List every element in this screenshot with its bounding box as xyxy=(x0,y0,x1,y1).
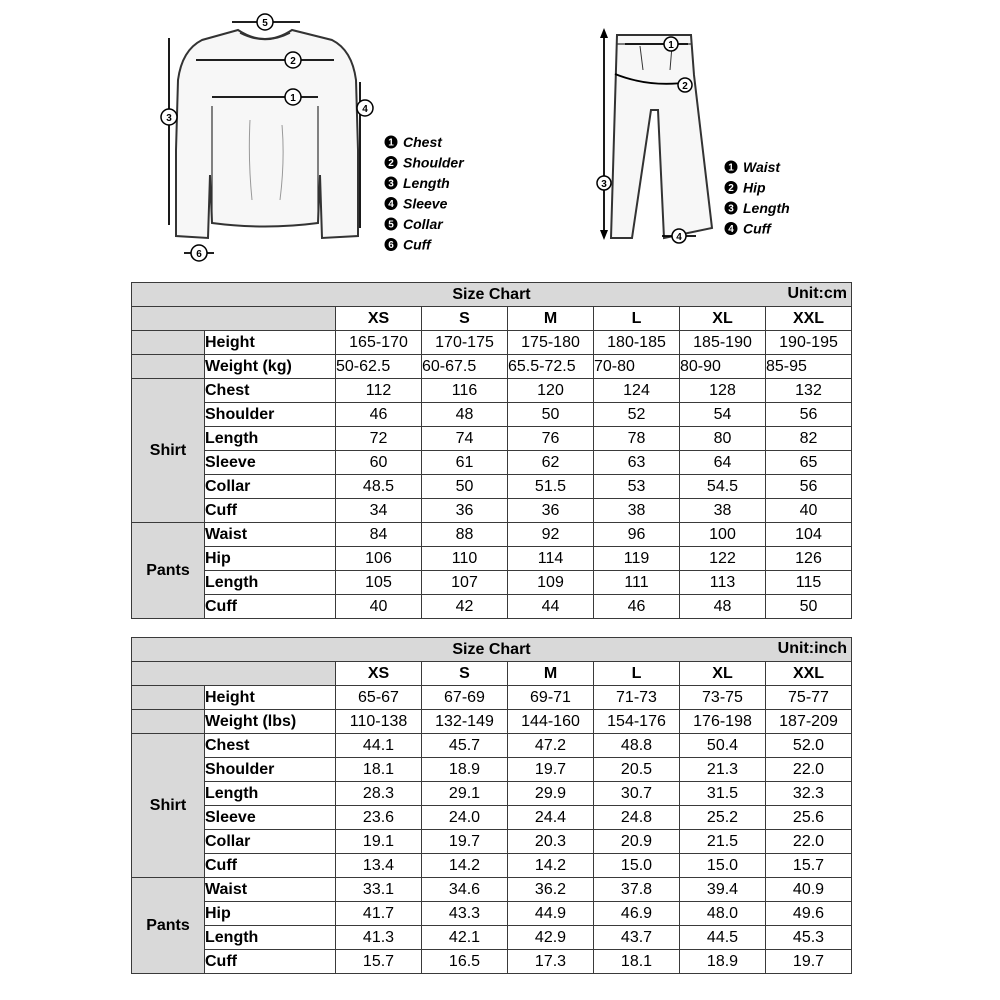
table-cell: 180-185 xyxy=(594,331,680,355)
legend-item-sleeve xyxy=(385,196,448,212)
table-row xyxy=(132,830,852,854)
row-label: Shoulder xyxy=(205,758,336,782)
table-cell: 17.3 xyxy=(508,950,594,974)
table-cell: 115 xyxy=(766,571,852,595)
table-cell: 50 xyxy=(422,475,508,499)
marker-5 xyxy=(257,14,273,30)
row-label: Sleeve xyxy=(205,451,336,475)
table-cell: 20.3 xyxy=(508,830,594,854)
table-row xyxy=(132,902,852,926)
marker-6 xyxy=(191,245,207,261)
table-cell: 48 xyxy=(422,403,508,427)
table-cell: 28.3 xyxy=(336,782,422,806)
blank-group-cell xyxy=(132,710,205,734)
legend-label: Hip xyxy=(743,179,766,196)
row-label: Weight (lbs) xyxy=(205,710,336,734)
table-cell: 170-175 xyxy=(422,331,508,355)
svg-text:6: 6 xyxy=(196,249,202,260)
table-cell: 18.1 xyxy=(336,758,422,782)
table-row xyxy=(132,523,852,547)
table-cell: 72 xyxy=(336,427,422,451)
table-cell: 42.9 xyxy=(508,926,594,950)
table-cell: 44.9 xyxy=(508,902,594,926)
size-header-row xyxy=(132,307,852,331)
row-label: Length xyxy=(205,427,336,451)
table-cell: 50-62.5 xyxy=(336,355,422,379)
table-cell: 76 xyxy=(508,427,594,451)
row-label: Chest xyxy=(205,734,336,758)
table-cell: 54.5 xyxy=(680,475,766,499)
table-cell: 144-160 xyxy=(508,710,594,734)
size-header: M xyxy=(508,662,594,686)
table-cell: 120 xyxy=(508,379,594,403)
group-label-shirt: Shirt xyxy=(132,734,205,878)
table-cell: 132 xyxy=(766,379,852,403)
legend-item-waist xyxy=(725,159,782,175)
table-cell: 25.2 xyxy=(680,806,766,830)
group-label-pants: Pants xyxy=(132,523,205,619)
table-row xyxy=(132,451,852,475)
legend-number: 3 xyxy=(728,203,734,215)
table-cell: 46 xyxy=(336,403,422,427)
table-cell: 175-180 xyxy=(508,331,594,355)
table-row xyxy=(132,499,852,523)
table-cell: 19.7 xyxy=(422,830,508,854)
legend-number: 3 xyxy=(388,178,394,190)
title-row xyxy=(132,283,852,307)
table-cell: 18.1 xyxy=(594,950,680,974)
row-label: Collar xyxy=(205,475,336,499)
table-cell: 29.1 xyxy=(422,782,508,806)
table-cell: 14.2 xyxy=(422,854,508,878)
table-cell: 44.1 xyxy=(336,734,422,758)
legend-item-length xyxy=(725,200,790,216)
table-cell: 46 xyxy=(594,595,680,619)
pants-illustration xyxy=(611,35,712,238)
table-row xyxy=(132,403,852,427)
table-cell: 48.8 xyxy=(594,734,680,758)
table-row xyxy=(132,686,852,710)
legend-item-chest xyxy=(385,134,444,150)
marker-2 xyxy=(678,78,692,92)
table-cell: 42.1 xyxy=(422,926,508,950)
table-cell: 185-190 xyxy=(680,331,766,355)
table-row xyxy=(132,355,852,379)
size-header: M xyxy=(508,307,594,331)
table-cell: 112 xyxy=(336,379,422,403)
table-cell: 13.4 xyxy=(336,854,422,878)
size-header: XS xyxy=(336,662,422,686)
size-header: XL xyxy=(680,307,766,331)
table-cell: 52.0 xyxy=(766,734,852,758)
unit-label: Unit:inch xyxy=(777,640,847,657)
table-cell: 40.9 xyxy=(766,878,852,902)
table-cell: 65 xyxy=(766,451,852,475)
row-label: Waist xyxy=(205,878,336,902)
table-row xyxy=(132,950,852,974)
table-cell: 113 xyxy=(680,571,766,595)
marker-3 xyxy=(161,109,177,125)
table-cell: 122 xyxy=(680,547,766,571)
table-cell: 48.0 xyxy=(680,902,766,926)
blank-group-cell xyxy=(132,331,205,355)
size-header: XXL xyxy=(766,307,852,331)
table-cell: 119 xyxy=(594,547,680,571)
legend-number: 1 xyxy=(388,137,394,149)
table-row xyxy=(132,379,852,403)
size-header: L xyxy=(594,662,680,686)
table-cell: 154-176 xyxy=(594,710,680,734)
legend-number: 2 xyxy=(388,158,394,169)
legend-item-hip xyxy=(725,180,767,196)
legend-label: Cuff xyxy=(743,220,771,237)
table-cell: 19.7 xyxy=(766,950,852,974)
table-cell: 43.7 xyxy=(594,926,680,950)
legend-number: 4 xyxy=(388,199,394,210)
marker-4 xyxy=(672,229,686,243)
table-cell: 41.7 xyxy=(336,902,422,926)
svg-text:3: 3 xyxy=(166,113,172,124)
shirt-illustration xyxy=(176,30,358,238)
table-cell: 110 xyxy=(422,547,508,571)
table-cell: 18.9 xyxy=(680,950,766,974)
size-header-row xyxy=(132,662,852,686)
table-cell: 54 xyxy=(680,403,766,427)
table-cell: 45.7 xyxy=(422,734,508,758)
table-title-cell xyxy=(132,283,852,307)
table-cell: 65.5-72.5 xyxy=(508,355,594,379)
table-cell: 100 xyxy=(680,523,766,547)
table-cell: 60-67.5 xyxy=(422,355,508,379)
table-cell: 53 xyxy=(594,475,680,499)
measurement-diagram xyxy=(0,0,1000,270)
table-cell: 32.3 xyxy=(766,782,852,806)
row-label: Collar xyxy=(205,830,336,854)
table-cell: 24.8 xyxy=(594,806,680,830)
table-cell: 190-195 xyxy=(766,331,852,355)
table-cell: 24.4 xyxy=(508,806,594,830)
table-cell: 107 xyxy=(422,571,508,595)
table-cell: 111 xyxy=(594,571,680,595)
row-label: Hip xyxy=(205,547,336,571)
table-cell: 42 xyxy=(422,595,508,619)
table-cell: 24.0 xyxy=(422,806,508,830)
table-cell: 40 xyxy=(336,595,422,619)
table-cell: 23.6 xyxy=(336,806,422,830)
table-cell: 80-90 xyxy=(680,355,766,379)
table-cell: 25.6 xyxy=(766,806,852,830)
table-cell: 51.5 xyxy=(508,475,594,499)
legend-number: 1 xyxy=(728,162,734,174)
legend-item-shoulder xyxy=(385,155,466,171)
table-cell: 75-77 xyxy=(766,686,852,710)
table-cell: 36 xyxy=(422,499,508,523)
table-cell: 48.5 xyxy=(336,475,422,499)
blank-group-cell xyxy=(132,355,205,379)
table-cell: 116 xyxy=(422,379,508,403)
table-cell: 64 xyxy=(680,451,766,475)
corner-cell xyxy=(132,662,336,686)
legend-number: 4 xyxy=(728,224,734,235)
table-cell: 92 xyxy=(508,523,594,547)
table-cell: 60 xyxy=(336,451,422,475)
row-label: Length xyxy=(205,782,336,806)
table-cell: 29.9 xyxy=(508,782,594,806)
table-cell: 187-209 xyxy=(766,710,852,734)
table-row xyxy=(132,595,852,619)
size-header: XXL xyxy=(766,662,852,686)
table-cell: 50 xyxy=(508,403,594,427)
table-cell: 50.4 xyxy=(680,734,766,758)
marker-1 xyxy=(285,89,301,105)
size-header: XL xyxy=(680,662,766,686)
table-cell: 52 xyxy=(594,403,680,427)
table-cell: 110-138 xyxy=(336,710,422,734)
table-cell: 40 xyxy=(766,499,852,523)
legend-item-cuff xyxy=(725,221,773,237)
table-row xyxy=(132,734,852,758)
table-cell: 48 xyxy=(680,595,766,619)
table-cell: 109 xyxy=(508,571,594,595)
shirt-legend xyxy=(385,134,466,253)
row-label: Waist xyxy=(205,523,336,547)
table-row xyxy=(132,475,852,499)
size-header: XS xyxy=(336,307,422,331)
table-cell: 63 xyxy=(594,451,680,475)
table-cell: 37.8 xyxy=(594,878,680,902)
legend-number: 5 xyxy=(388,219,394,231)
table-cell: 105 xyxy=(336,571,422,595)
table-cell: 19.1 xyxy=(336,830,422,854)
legend-label: Waist xyxy=(743,159,781,175)
table-cell: 176-198 xyxy=(680,710,766,734)
table-cell: 38 xyxy=(594,499,680,523)
legend-label: Chest xyxy=(403,134,442,150)
table-row xyxy=(132,926,852,950)
blank-group-cell xyxy=(132,686,205,710)
svg-text:5: 5 xyxy=(262,18,268,29)
size-header: S xyxy=(422,307,508,331)
table-cell: 50 xyxy=(766,595,852,619)
table-cell: 132-149 xyxy=(422,710,508,734)
table-cell: 21.5 xyxy=(680,830,766,854)
table-row xyxy=(132,806,852,830)
legend-label: Length xyxy=(403,175,450,191)
table-row xyxy=(132,782,852,806)
table-cell: 128 xyxy=(680,379,766,403)
table-cell: 124 xyxy=(594,379,680,403)
table-cell: 34 xyxy=(336,499,422,523)
corner-cell xyxy=(132,307,336,331)
table-cell: 56 xyxy=(766,403,852,427)
table-cell: 114 xyxy=(508,547,594,571)
size-chart-cm xyxy=(131,282,852,619)
table-cell: 82 xyxy=(766,427,852,451)
legend-number: 2 xyxy=(728,183,734,194)
marker-3 xyxy=(597,176,611,190)
group-label-shirt: Shirt xyxy=(132,379,205,523)
row-label: Length xyxy=(205,571,336,595)
svg-text:3: 3 xyxy=(601,179,607,190)
table-cell: 36 xyxy=(508,499,594,523)
table-cell: 39.4 xyxy=(680,878,766,902)
row-label: Cuff xyxy=(205,854,336,878)
table-cell: 74 xyxy=(422,427,508,451)
table-row xyxy=(132,758,852,782)
row-label: Cuff xyxy=(205,499,336,523)
size-header: S xyxy=(422,662,508,686)
table-cell: 73-75 xyxy=(680,686,766,710)
row-label: Cuff xyxy=(205,950,336,974)
table-cell: 14.2 xyxy=(508,854,594,878)
table-cell: 96 xyxy=(594,523,680,547)
table-cell: 46.9 xyxy=(594,902,680,926)
table-cell: 126 xyxy=(766,547,852,571)
group-label-pants: Pants xyxy=(132,878,205,974)
legend-number: 6 xyxy=(388,240,394,251)
table-cell: 22.0 xyxy=(766,830,852,854)
row-label: Hip xyxy=(205,902,336,926)
table-cell: 104 xyxy=(766,523,852,547)
legend-label: Length xyxy=(743,200,790,216)
table-cell: 88 xyxy=(422,523,508,547)
table-cell: 44.5 xyxy=(680,926,766,950)
table-row xyxy=(132,547,852,571)
row-label: Sleeve xyxy=(205,806,336,830)
table-cell: 22.0 xyxy=(766,758,852,782)
table-cell: 61 xyxy=(422,451,508,475)
table-row xyxy=(132,854,852,878)
table-cell: 80 xyxy=(680,427,766,451)
table-cell: 33.1 xyxy=(336,878,422,902)
row-label: Height xyxy=(205,686,336,710)
legend-item-collar xyxy=(385,216,445,232)
row-label: Cuff xyxy=(205,595,336,619)
table-cell: 49.6 xyxy=(766,902,852,926)
table-cell: 106 xyxy=(336,547,422,571)
marker-4 xyxy=(357,100,373,116)
table-title: Size Chart xyxy=(452,641,531,658)
row-label: Shoulder xyxy=(205,403,336,427)
table-cell: 20.5 xyxy=(594,758,680,782)
table-cell: 165-170 xyxy=(336,331,422,355)
table-cell: 15.0 xyxy=(594,854,680,878)
legend-label: Cuff xyxy=(403,236,431,253)
table-cell: 21.3 xyxy=(680,758,766,782)
table-cell: 19.7 xyxy=(508,758,594,782)
table-cell: 41.3 xyxy=(336,926,422,950)
table-cell: 45.3 xyxy=(766,926,852,950)
table-row xyxy=(132,427,852,451)
table-cell: 38 xyxy=(680,499,766,523)
marker-1 xyxy=(664,37,678,51)
svg-text:4: 4 xyxy=(676,232,682,243)
table-title: Size Chart xyxy=(452,286,531,303)
svg-text:2: 2 xyxy=(290,56,296,67)
row-label: Length xyxy=(205,926,336,950)
table-cell: 20.9 xyxy=(594,830,680,854)
table-row xyxy=(132,331,852,355)
legend-label: Shoulder xyxy=(403,154,464,171)
table-cell: 85-95 xyxy=(766,355,852,379)
table-cell: 70-80 xyxy=(594,355,680,379)
table-cell: 31.5 xyxy=(680,782,766,806)
table-cell: 16.5 xyxy=(422,950,508,974)
table-cell: 67-69 xyxy=(422,686,508,710)
table-cell: 62 xyxy=(508,451,594,475)
table-title-cell xyxy=(132,638,852,662)
table-cell: 65-67 xyxy=(336,686,422,710)
size-header: L xyxy=(594,307,680,331)
pants-legend xyxy=(725,159,790,237)
svg-text:4: 4 xyxy=(362,104,368,115)
legend-item-length xyxy=(385,175,450,191)
table-cell: 15.0 xyxy=(680,854,766,878)
unit-label: Unit:cm xyxy=(787,285,847,302)
table-cell: 78 xyxy=(594,427,680,451)
legend-label: Sleeve xyxy=(403,195,448,212)
svg-text:1: 1 xyxy=(290,93,296,104)
row-label: Chest xyxy=(205,379,336,403)
table-cell: 84 xyxy=(336,523,422,547)
table-cell: 34.6 xyxy=(422,878,508,902)
table-cell: 44 xyxy=(508,595,594,619)
legend-item-cuff xyxy=(385,237,433,253)
table-cell: 15.7 xyxy=(766,854,852,878)
table-row xyxy=(132,571,852,595)
table-cell: 47.2 xyxy=(508,734,594,758)
table-cell: 30.7 xyxy=(594,782,680,806)
row-label: Weight (kg) xyxy=(205,355,336,379)
legend-label: Collar xyxy=(403,216,443,232)
table-cell: 36.2 xyxy=(508,878,594,902)
svg-text:2: 2 xyxy=(682,81,688,92)
table-cell: 18.9 xyxy=(422,758,508,782)
table-cell: 56 xyxy=(766,475,852,499)
table-cell: 69-71 xyxy=(508,686,594,710)
title-row xyxy=(132,638,852,662)
table-cell: 43.3 xyxy=(422,902,508,926)
table-row xyxy=(132,878,852,902)
table-row xyxy=(132,710,852,734)
table-cell: 15.7 xyxy=(336,950,422,974)
marker-2 xyxy=(285,52,301,68)
table-cell: 71-73 xyxy=(594,686,680,710)
row-label: Height xyxy=(205,331,336,355)
svg-text:1: 1 xyxy=(668,40,674,51)
size-chart-inch xyxy=(131,637,852,974)
